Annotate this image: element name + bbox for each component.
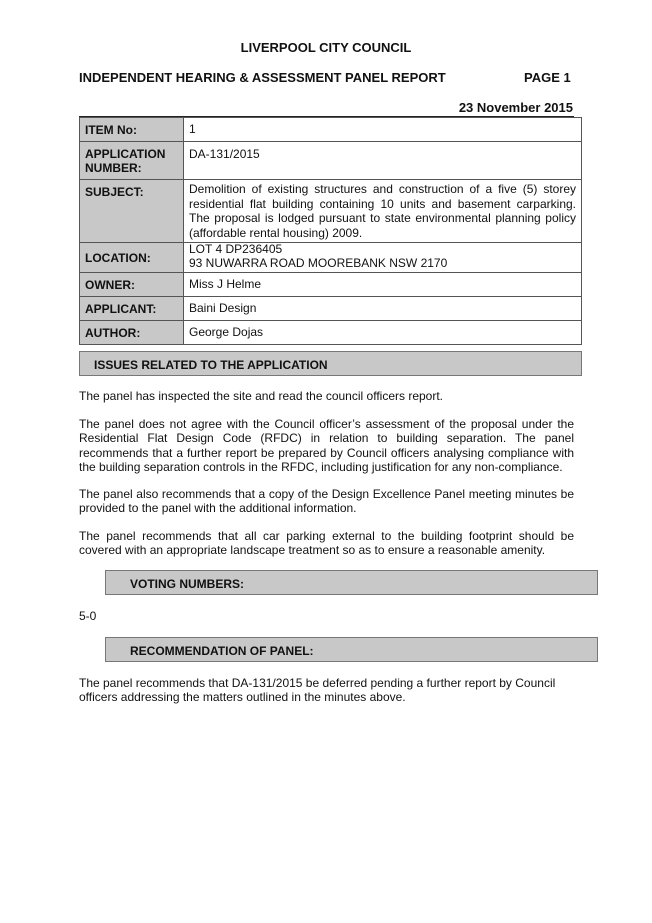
owner-label: OWNER: <box>80 273 184 297</box>
table-row <box>80 118 582 142</box>
issues-paragraph-4: The panel recommends that all car parking external to the building footprint should be covered with an appropriate landscape treatment so as to ensure a reasonable amenity. <box>79 529 574 558</box>
application-number-value: DA-131/2015 <box>184 142 582 180</box>
subject-label: SUBJECT: <box>80 180 184 243</box>
council-title: LIVERPOOL CITY COUNCIL <box>240 40 412 55</box>
table-row <box>80 297 582 321</box>
issues-paragraph-2: The panel does not agree with the Council officer’s assessment of the proposal under the Residential Flat Design Code (RFDC) in relation to building separation. The panel recommends that a further report be prepared by Council officers analysing compliance with the building separation controls in the RFDC, including justification for any non-compliance. <box>79 417 574 474</box>
location-value <box>184 243 582 273</box>
voting-heading: VOTING NUMBERS: <box>105 570 598 595</box>
voting-value: 5-0 <box>79 609 97 623</box>
report-title: INDEPENDENT HEARING & ASSESSMENT PANEL REPORT <box>79 70 446 85</box>
applicant-value: Baini Design <box>184 297 582 321</box>
author-value: George Dojas <box>184 321 582 345</box>
application-info-table <box>79 117 582 345</box>
location-label: LOCATION: <box>80 243 184 273</box>
recommendation-text: The panel recommends that DA-131/2015 be deferred pending a further report by Council officers addressing the matters outlined in the minutes above. <box>79 676 556 705</box>
table-row <box>80 243 582 273</box>
item-no-label: ITEM No: <box>80 118 184 142</box>
application-number-label: APPLICATION NUMBER: <box>80 142 184 180</box>
table-row <box>80 180 582 243</box>
recommendation-heading: RECOMMENDATION OF PANEL: <box>105 637 598 662</box>
owner-value: Miss J Helme <box>184 273 582 297</box>
location-line: 93 NUWARRA ROAD MOOREBANK NSW 2170 <box>189 255 448 270</box>
report-date: 23 November 2015 <box>458 100 573 115</box>
author-label: AUTHOR: <box>80 321 184 345</box>
table-row <box>80 321 582 345</box>
issues-heading: ISSUES RELATED TO THE APPLICATION <box>79 351 582 376</box>
table-row <box>80 142 582 180</box>
issues-paragraph-1: The panel has inspected the site and read the council officers report. <box>79 389 444 403</box>
applicant-label: APPLICANT: <box>80 297 184 321</box>
issues-paragraph-3: The panel also recommends that a copy of the Design Excellence Panel meeting minutes be provided to the panel with the additional information. <box>79 487 574 516</box>
location-line: LOT 4 DP236405 <box>189 242 283 256</box>
table-row <box>80 273 582 297</box>
subject-value: Demolition of existing structures and construction of a five (5) storey residential flat building containing 10 units and basement carparking. The proposal is lodged pursuant to state environmental planning policy (affordable rental housing) 2009. <box>184 180 582 243</box>
item-no-value: 1 <box>184 118 582 142</box>
page-label: PAGE 1 <box>524 70 571 85</box>
